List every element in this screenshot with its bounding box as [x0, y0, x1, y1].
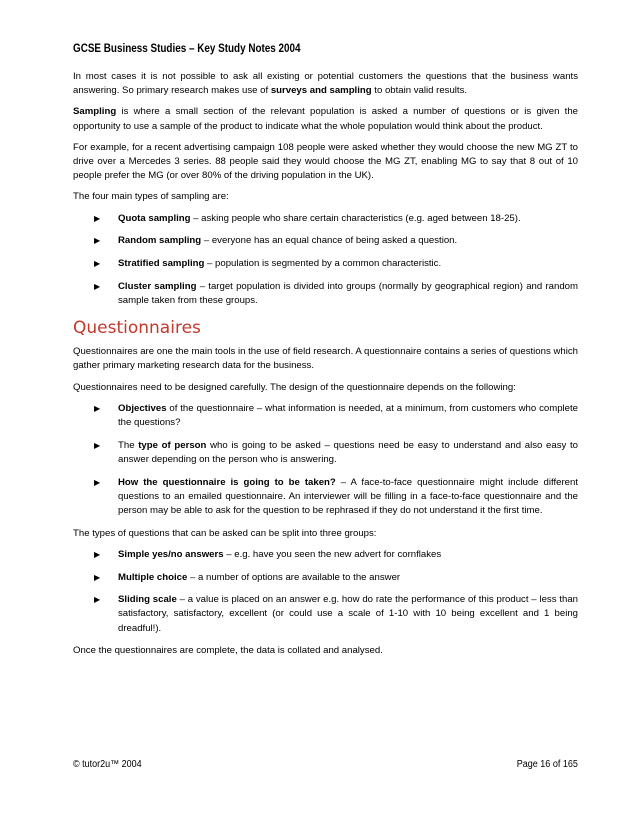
intro-paragraph-3: For example, for a recent advertising campaign 108 people were asked whether they would choose the new MG ZT to drive over a Mercedes 3 series. 88 people said they would choose the MG ZT, enabling MG to say that 8 out of 10 people prefer the MG (or over 80% of the driving population in the UK).	[73, 141, 578, 182]
questionnaires-paragraph-3: The types of questions that can be asked can be split into three groups:	[73, 527, 377, 539]
text-run: – asking people who share certain characteristics (e.g. aged between 18-25).	[190, 212, 521, 224]
question-types-list	[73, 548, 578, 636]
text-run: – a value is placed on an answer e.g. how do rate the performance of this product – less than satisfactory, satisfactory, excellent (or could use a scale of 1-10 with 10 being excellent and 1 being dreadful!).	[118, 594, 578, 634]
text-run: – everyone has an equal chance of being asked a question.	[201, 235, 458, 247]
text-run: – e.g. have you seen the new advert for cornflakes	[223, 548, 442, 560]
bold-term: Simple yes/no answers	[118, 548, 224, 560]
list-item	[73, 476, 578, 519]
text-run: – A face-to-face questionnaire might include different questions to an emailed questionnaire. An interviewer will be filling in a face-to-face questionnaire and the person may be able to ask for the question to be rephrased if they do not understand it the first time.	[118, 476, 578, 516]
bold-term: Sampling	[73, 106, 117, 118]
questionnaires-paragraph-4: Once the questionnaires are complete, the data is collated and analysed.	[73, 645, 383, 657]
bold-term: Random sampling	[118, 235, 202, 247]
bold-term: Cluster sampling	[118, 280, 197, 292]
intro-paragraph-4: The four main types of sampling are:	[73, 191, 229, 203]
list-item	[73, 548, 578, 562]
bullet-arrow-icon: ▶	[94, 572, 101, 582]
questionnaires-paragraph-2: Questionnaires need to be designed carefully. The design of the questionnaire depends on the following:	[73, 381, 516, 393]
intro-paragraph-2	[73, 105, 578, 133]
intro-paragraph-1	[73, 70, 578, 98]
footer-copyright: © tutor2u™ 2004	[73, 759, 142, 770]
text-run: is where a small section of the relevant population is asked a number of questions or is given the opportunity to use a sample of the product to indicate what the whole population would think about the product.	[73, 106, 578, 132]
bold-term: Multiple choice	[118, 571, 188, 583]
bold-term: How the questionnaire is going to be taken?	[118, 476, 336, 488]
bold-term: Quota sampling	[118, 212, 191, 224]
questionnaires-paragraph-1: Questionnaires are one the main tools in the use of field research. A questionnaire contains a series of questions which gather primary marketing research data for the business.	[73, 346, 578, 372]
bullet-arrow-icon: ▶	[94, 403, 101, 413]
text-run: – target population is divided into groups (normally by geographical region) and random sample taken from these groups.	[118, 280, 578, 306]
page-content	[73, 70, 578, 666]
bullet-arrow-icon: ▶	[94, 259, 101, 269]
bullet-arrow-icon: ▶	[94, 440, 101, 450]
section-heading-questionnaires: Questionnaires	[73, 318, 201, 339]
text-run: who is going to be asked – questions need be easy to understand and also easy to answer depending on the person who is answering.	[118, 439, 578, 465]
list-item	[73, 593, 578, 636]
list-item	[73, 257, 578, 271]
bullet-arrow-icon: ▶	[94, 595, 101, 605]
page-header: GCSE Business Studies – Key Study Notes 2004	[73, 43, 301, 55]
list-item	[73, 571, 578, 585]
page-footer	[73, 759, 578, 770]
bullet-arrow-icon: ▶	[94, 236, 101, 246]
list-item	[73, 280, 578, 308]
list-item	[73, 234, 578, 248]
bullet-arrow-icon: ▶	[94, 549, 101, 559]
text-run: of the questionnaire – what information is needed, at a minimum, from customers who complete the questions?	[118, 402, 578, 428]
sampling-types-list	[73, 212, 578, 309]
text-run: In most cases it is not possible to ask all existing or potential customers the questions that the business wants answering. So primary research makes use of	[73, 71, 578, 97]
design-factors-list	[73, 402, 578, 518]
text-run: – a number of options are available to the answer	[187, 571, 401, 583]
list-item	[73, 212, 578, 226]
bullet-arrow-icon: ▶	[94, 213, 101, 223]
text-run: to obtain valid results.	[371, 85, 468, 97]
list-item	[73, 402, 578, 430]
footer-page-number: Page 16 of 165	[516, 759, 578, 770]
list-item	[73, 439, 578, 467]
bold-term: Sliding scale	[118, 594, 177, 606]
bold-term: Objectives	[118, 402, 167, 414]
bold-term: Stratified sampling	[118, 258, 205, 270]
bold-term: type of person	[138, 439, 207, 451]
bullet-arrow-icon: ▶	[94, 281, 101, 291]
bullet-arrow-icon: ▶	[94, 477, 101, 487]
bold-term: surveys and sampling	[270, 85, 372, 97]
text-run: – population is segmented by a common characteristic.	[204, 258, 442, 270]
text-run: The	[118, 439, 139, 451]
